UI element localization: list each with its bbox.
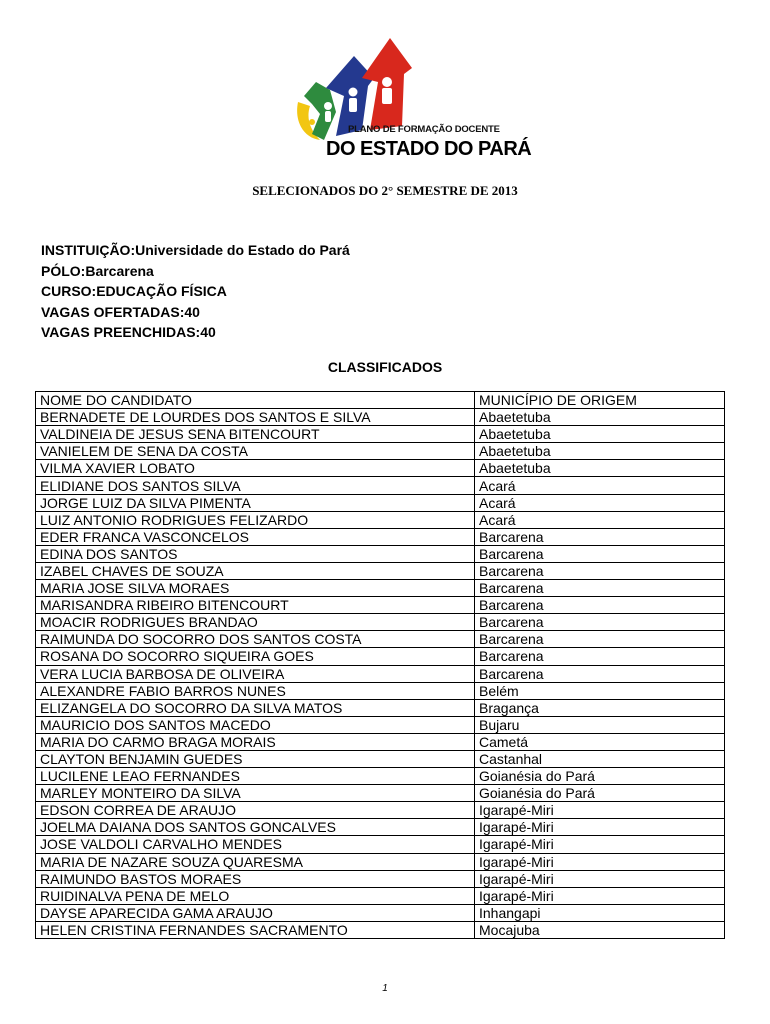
candidate-name-cell: DAYSE APARECIDA GAMA ARAUJO bbox=[36, 904, 475, 921]
instituicao-line: INSTITUIÇÃO:Universidade do Estado do Pará bbox=[41, 242, 350, 258]
table-row bbox=[36, 409, 725, 426]
municipio-cell: Igarapé-Miri bbox=[475, 819, 725, 836]
municipio-cell: Igarapé-Miri bbox=[475, 802, 725, 819]
table-row bbox=[36, 477, 725, 494]
table-row bbox=[36, 631, 725, 648]
candidate-name-cell: VANIELEM DE SENA DA COSTA bbox=[36, 443, 475, 460]
table-row bbox=[36, 768, 725, 785]
vagas-ofertadas-line: VAGAS OFERTADAS:40 bbox=[41, 303, 200, 320]
table-row bbox=[36, 904, 725, 921]
candidate-name-cell: VALDINEIA DE JESUS SENA BITENCOURT bbox=[36, 426, 475, 443]
table-row bbox=[36, 853, 725, 870]
table-row bbox=[36, 494, 725, 511]
header-nome: NOME DO CANDIDATO bbox=[36, 392, 475, 409]
section-title: CLASSIFICADOS bbox=[327, 359, 443, 375]
municipio-cell: Abaetetuba bbox=[475, 460, 725, 477]
table-row bbox=[36, 716, 725, 733]
candidate-name-cell: BERNADETE DE LOURDES DOS SANTOS E SILVA bbox=[36, 409, 475, 426]
municipio-cell: Barcarena bbox=[475, 631, 725, 648]
table-row bbox=[36, 614, 725, 631]
candidate-name-cell: MARLEY MONTEIRO DA SILVA bbox=[36, 785, 475, 802]
candidate-name-cell: EDINA DOS SANTOS bbox=[36, 545, 475, 562]
municipio-cell: Belém bbox=[475, 682, 725, 699]
table-row bbox=[36, 819, 725, 836]
municipio-cell: Castanhal bbox=[475, 750, 725, 767]
municipio-cell: Bragança bbox=[475, 699, 725, 716]
municipio-cell: Barcarena bbox=[475, 614, 725, 631]
logo-caption-line2: DO ESTADO DO PARÁ bbox=[326, 138, 532, 160]
candidate-name-cell: RUIDINALVA PENA DE MELO bbox=[36, 887, 475, 904]
table-row bbox=[36, 443, 725, 460]
table-row bbox=[36, 665, 725, 682]
municipio-cell: Goianésia do Pará bbox=[475, 785, 725, 802]
municipio-cell: Mocajuba bbox=[475, 921, 725, 938]
candidate-name-cell: ROSANA DO SOCORRO SIQUEIRA GOES bbox=[36, 648, 475, 665]
candidate-name-cell: RAIMUNDO BASTOS MORAES bbox=[36, 870, 475, 887]
candidate-name-cell: MOACIR RODRIGUES BRANDAO bbox=[36, 614, 475, 631]
candidate-name-cell: EDSON CORREA DE ARAUJO bbox=[36, 802, 475, 819]
municipio-cell: Abaetetuba bbox=[475, 409, 725, 426]
candidate-name-cell: MARIA DO CARMO BRAGA MORAIS bbox=[36, 733, 475, 750]
municipio-cell: Acará bbox=[475, 511, 725, 528]
municipio-cell: Abaetetuba bbox=[475, 426, 725, 443]
table-row bbox=[36, 528, 725, 545]
municipio-cell: Abaetetuba bbox=[475, 443, 725, 460]
candidate-name-cell: ELIZANGELA DO SOCORRO DA SILVA MATOS bbox=[36, 699, 475, 716]
candidate-name-cell: LUIZ ANTONIO RODRIGUES FELIZARDO bbox=[36, 511, 475, 528]
header-municipio: MUNICÍPIO DE ORIGEM bbox=[475, 392, 725, 409]
curso-line: CURSO:EDUCAÇÃO FÍSICA bbox=[41, 283, 227, 299]
candidate-name-cell: MARIA JOSE SILVA MORAES bbox=[36, 580, 475, 597]
candidates-table bbox=[35, 391, 725, 939]
table-row bbox=[36, 460, 725, 477]
table-header-row bbox=[36, 392, 725, 409]
table-row bbox=[36, 648, 725, 665]
municipio-cell: Acará bbox=[475, 477, 725, 494]
candidate-name-cell: CLAYTON BENJAMIN GUEDES bbox=[36, 750, 475, 767]
candidate-name-cell: MARIA DE NAZARE SOUZA QUARESMA bbox=[36, 853, 475, 870]
candidate-name-cell: MAURICIO DOS SANTOS MACEDO bbox=[36, 716, 475, 733]
candidate-name-cell: ALEXANDRE FABIO BARROS NUNES bbox=[36, 682, 475, 699]
candidate-name-cell: LUCILENE LEAO FERNANDES bbox=[36, 768, 475, 785]
table-row bbox=[36, 597, 725, 614]
table-row bbox=[36, 887, 725, 904]
table-row bbox=[36, 733, 725, 750]
table-row bbox=[36, 750, 725, 767]
candidate-name-cell: VERA LUCIA BARBOSA DE OLIVEIRA bbox=[36, 665, 475, 682]
municipio-cell: Igarapé-Miri bbox=[475, 836, 725, 853]
table-row bbox=[36, 545, 725, 562]
page-number: 1 bbox=[382, 983, 388, 994]
municipio-cell: Barcarena bbox=[475, 648, 725, 665]
candidate-name-cell: JOELMA DAIANA DOS SANTOS GONCALVES bbox=[36, 819, 475, 836]
page-title: SELECIONADOS DO 2° SEMESTRE DE 2013 bbox=[252, 183, 518, 198]
table-row bbox=[36, 785, 725, 802]
candidate-name-cell: MARISANDRA RIBEIRO BITENCOURT bbox=[36, 597, 475, 614]
candidate-name-cell: HELEN CRISTINA FERNANDES SACRAMENTO bbox=[36, 921, 475, 938]
table-row bbox=[36, 562, 725, 579]
municipio-cell: Igarapé-Miri bbox=[475, 853, 725, 870]
municipio-cell: Inhangapi bbox=[475, 904, 725, 921]
table-row bbox=[36, 699, 725, 716]
table-row bbox=[36, 870, 725, 887]
candidate-name-cell: RAIMUNDA DO SOCORRO DOS SANTOS COSTA bbox=[36, 631, 475, 648]
table-body bbox=[36, 409, 725, 939]
candidate-name-cell: JORGE LUIZ DA SILVA PIMENTA bbox=[36, 494, 475, 511]
municipio-cell: Barcarena bbox=[475, 528, 725, 545]
table-row bbox=[36, 802, 725, 819]
municipio-cell: Acará bbox=[475, 494, 725, 511]
candidate-name-cell: IZABEL CHAVES DE SOUZA bbox=[36, 562, 475, 579]
municipio-cell: Barcarena bbox=[475, 665, 725, 682]
table-row bbox=[36, 836, 725, 853]
municipio-cell: Barcarena bbox=[475, 597, 725, 614]
vagas-preenchidas-line: VAGAS PREENCHIDAS:40 bbox=[41, 324, 216, 340]
municipio-cell: Barcarena bbox=[475, 545, 725, 562]
candidate-name-cell: EDER FRANCA VASCONCELOS bbox=[36, 528, 475, 545]
polo-line: PÓLO:Barcarena bbox=[41, 262, 154, 279]
candidate-name-cell: VILMA XAVIER LOBATO bbox=[36, 460, 475, 477]
candidate-name-cell: ELIDIANE DOS SANTOS SILVA bbox=[36, 477, 475, 494]
municipio-cell: Cametá bbox=[475, 733, 725, 750]
candidate-name-cell: JOSE VALDOLI CARVALHO MENDES bbox=[36, 836, 475, 853]
municipio-cell: Igarapé-Miri bbox=[475, 887, 725, 904]
table-row bbox=[36, 426, 725, 443]
table-row bbox=[36, 580, 725, 597]
table-row bbox=[36, 682, 725, 699]
municipio-cell: Barcarena bbox=[475, 580, 725, 597]
table-row bbox=[36, 921, 725, 938]
table-row bbox=[36, 511, 725, 528]
municipio-cell: Bujaru bbox=[475, 716, 725, 733]
municipio-cell: Igarapé-Miri bbox=[475, 870, 725, 887]
municipio-cell: Barcarena bbox=[475, 562, 725, 579]
logo-caption-line1: PLANO DE FORMAÇÃO DOCENTE bbox=[348, 124, 500, 135]
course-info bbox=[41, 240, 350, 343]
municipio-cell: Goianésia do Pará bbox=[475, 768, 725, 785]
